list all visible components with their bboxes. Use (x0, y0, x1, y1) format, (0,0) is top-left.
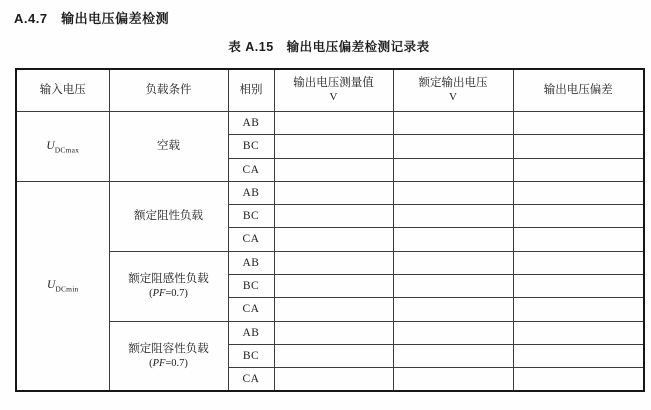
col-header-rated-voltage (393, 69, 513, 112)
deviation-cell (513, 274, 644, 297)
pf-note-var: PF (152, 288, 166, 300)
col-header-text: 输入电压 (39, 84, 86, 97)
rated-voltage-cell (393, 344, 513, 367)
table-row (16, 251, 644, 274)
measured-voltage-cell (274, 321, 393, 344)
deviation-cell (513, 228, 644, 251)
deviation-cell (513, 298, 644, 321)
pf-note (110, 357, 228, 370)
rated-voltage-cell (393, 368, 513, 391)
measured-voltage-cell (274, 228, 393, 251)
voltage-subscript: DCmax (54, 144, 80, 154)
deviation-cell (513, 251, 644, 274)
phase-cell: BC (228, 135, 274, 158)
voltage-symbol: U (46, 139, 55, 152)
pf-note-open: ( (149, 357, 153, 369)
rated-voltage-cell (393, 321, 513, 344)
deviation-cell (513, 344, 644, 367)
input-voltage-cell (16, 112, 109, 182)
load-condition-cell (109, 112, 228, 182)
table-header-row (16, 69, 644, 112)
measured-voltage-cell (274, 368, 393, 391)
phase-cell: AB (228, 321, 274, 344)
phase-cell: BC (228, 344, 274, 367)
load-condition-cell (109, 181, 228, 251)
col-header-text: 负载条件 (145, 84, 192, 97)
voltage-subscript: DCmin (55, 284, 79, 294)
pf-note-rest: =0.7) (165, 288, 188, 300)
table-row (16, 181, 644, 204)
load-name: 额定阻性负载 (134, 210, 203, 223)
load-name: 额定阻感性负载 (128, 272, 209, 285)
measured-voltage-cell (274, 274, 393, 297)
record-table (15, 68, 645, 392)
deviation-cell (513, 205, 644, 228)
pf-note-open: ( (149, 288, 153, 300)
input-voltage-cell (16, 181, 109, 391)
load-condition-cell (109, 321, 228, 391)
phase-cell: AB (228, 251, 274, 274)
phase-cell: CA (228, 298, 274, 321)
measured-voltage-cell (274, 112, 393, 135)
voltage-symbol: U (47, 279, 56, 292)
load-condition-cell (109, 251, 228, 321)
deviation-cell (513, 135, 644, 158)
phase-cell: BC (228, 205, 274, 228)
pf-note-rest: =0.7) (165, 357, 188, 369)
col-header-unit: V (329, 90, 338, 103)
deviation-cell (513, 321, 644, 344)
load-name: 空载 (157, 140, 180, 153)
rated-voltage-cell (393, 205, 513, 228)
phase-cell: AB (228, 181, 274, 204)
table-row (16, 112, 644, 135)
measured-voltage-cell (274, 158, 393, 181)
measured-voltage-cell (274, 251, 393, 274)
col-header-text: 相别 (239, 84, 263, 97)
rated-voltage-cell (393, 158, 513, 181)
phase-cell: CA (228, 158, 274, 181)
phase-cell: AB (228, 112, 274, 135)
deviation-cell (513, 181, 644, 204)
rated-voltage-cell (393, 228, 513, 251)
col-header-text: 额定输出电压 (418, 77, 488, 90)
measured-voltage-cell (274, 205, 393, 228)
measured-voltage-cell (274, 344, 393, 367)
col-header-text: 输出电压测量值 (293, 77, 374, 90)
rated-voltage-cell (393, 274, 513, 297)
rated-voltage-cell (393, 112, 513, 135)
col-header-phase (228, 69, 274, 112)
measured-voltage-cell (274, 298, 393, 321)
deviation-cell (513, 158, 644, 181)
col-header-input-voltage (16, 69, 109, 112)
rated-voltage-cell (393, 135, 513, 158)
pf-note (110, 287, 228, 300)
phase-cell: BC (228, 274, 274, 297)
col-header-unit: V (449, 90, 457, 103)
section-heading: A.4.7 输出电压偏差检测 (14, 11, 170, 26)
rated-voltage-cell (393, 251, 513, 274)
table-row (16, 321, 644, 344)
measured-voltage-cell (274, 135, 393, 158)
pf-note-var: PF (152, 357, 166, 369)
measured-voltage-cell (274, 181, 393, 204)
col-header-measured-voltage (274, 69, 393, 112)
rated-voltage-cell (393, 298, 513, 321)
deviation-cell (513, 368, 644, 391)
col-header-text: 输出电压偏差 (543, 84, 613, 97)
load-name: 额定阻容性负载 (128, 342, 209, 355)
phase-cell: CA (228, 228, 274, 251)
col-header-voltage-deviation (513, 69, 644, 112)
col-header-load-condition (109, 69, 228, 112)
deviation-cell (513, 112, 644, 135)
rated-voltage-cell (393, 181, 513, 204)
phase-cell: CA (228, 368, 274, 391)
table-caption: 表 A.15 输出电压偏差检测记录表 (228, 40, 430, 54)
